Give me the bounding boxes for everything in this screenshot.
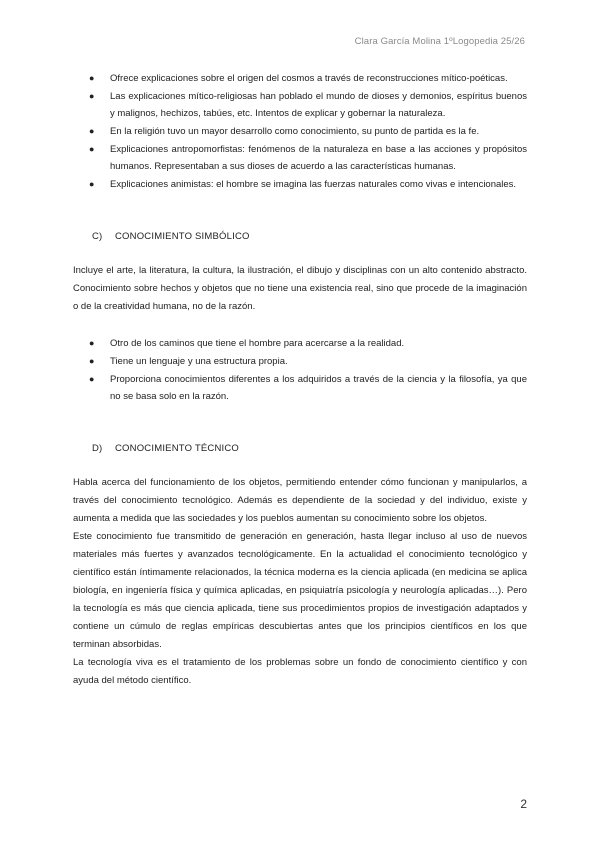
section-title: CONOCIMIENTO TÉCNICO	[115, 443, 239, 454]
list-item: ● Ofrece explicaciones sobre el origen del cosmos a través de reconstrucciones mítico-poéticas.	[73, 70, 527, 87]
page-content	[73, 70, 527, 690]
bullet-icon: ●	[89, 338, 95, 348]
bullet-icon: ●	[89, 179, 95, 189]
section-letter: D)	[92, 443, 103, 454]
section-title: CONOCIMIENTO SIMBÓLICO	[115, 231, 250, 242]
list-item: ● Las explicaciones mítico-religiosas han poblado el mundo de dioses y demonios, espíritus buenos y malignos, hechizos, tabúes, etc. Intentos de explicar y gobernar la naturaleza.	[73, 88, 527, 122]
paragraph-tecnico-2: Este conocimiento fue transmitido de generación en generación, hasta llegar incluso al uso de nuevos materiales más fuertes y avanzados tecnológicamente. En la actualidad el conocimiento tecnológico y científico están íntimamente relacionados, la técnica moderna es la ciencia aplicada (en medicina se aplica biología, en ingeniería física y química aplicadas, en psiquiatría psicología y neurología aplicadas…). Pero la tecnología es más que ciencia aplicada, tiene sus procedimientos propios de investigación adaptados y contiene un cúmulo de reglas empíricas descubiertas antes que los principios científicos en los que terminan absorbidas.	[73, 531, 527, 650]
list-item: ● Tiene un lenguaje y una estructura propia.	[73, 353, 527, 370]
list-item: ● Explicaciones animistas: el hombre se imagina las fuerzas naturales como vivas e intencionales.	[73, 176, 527, 193]
list-item: ● Proporciona conocimientos diferentes a los adquiridos a través de la ciencia y la filosofía, ya que no se basa solo en la razón.	[73, 371, 527, 405]
bullet-icon: ●	[89, 91, 95, 101]
bullet-list-myth	[73, 70, 527, 193]
bullet-icon: ●	[89, 356, 95, 366]
bullet-icon: ●	[89, 374, 95, 384]
list-item: ● En la religión tuvo un mayor desarrollo como conocimiento, su punto de partida es la fe.	[73, 123, 527, 140]
page-number: 2	[520, 797, 527, 811]
paragraph-tecnico-1: Habla acerca del funcionamiento de los objetos, permitiendo entender cómo funcionan y manipularlos, a través del conocimiento tecnológico. Además es dependiente de la sociedad y del individuo, existe y aumenta a medida que las sociedades y los pueblos aumentan su conocimiento sobre los objetos.	[73, 477, 527, 524]
list-item: ● Otro de los caminos que tiene el hombre para acercarse a la realidad.	[73, 335, 527, 352]
page-header: Clara García Molina 1ºLogopedia 25/26	[354, 36, 525, 47]
bullet-icon: ●	[89, 144, 95, 154]
paragraph-simbolico: Incluye el arte, la literatura, la cultura, la ilustración, el dibujo y disciplinas con un alto contenido abstracto. Conocimiento sobre hechos y objetos que no tiene una existencia real, sino que procede de la imaginación o de la creatividad humana, no de la razón.	[73, 265, 527, 312]
bullet-list-simbolico	[73, 335, 527, 405]
bullet-icon: ●	[89, 126, 95, 136]
section-heading-simbolico	[73, 228, 527, 245]
section-letter: C)	[92, 231, 103, 242]
list-item: ● Explicaciones antropomorfistas: fenómenos de la naturaleza en base a las acciones y propósitos humanos. Representaban a sus dioses de acuerdo a las características humanas.	[73, 141, 527, 175]
paragraph-tecnico-3: La tecnología viva es el tratamiento de los problemas sobre un fondo de conocimiento científico y con ayuda del método científico.	[73, 657, 527, 686]
bullet-icon: ●	[89, 73, 95, 83]
section-heading-tecnico	[73, 440, 527, 457]
